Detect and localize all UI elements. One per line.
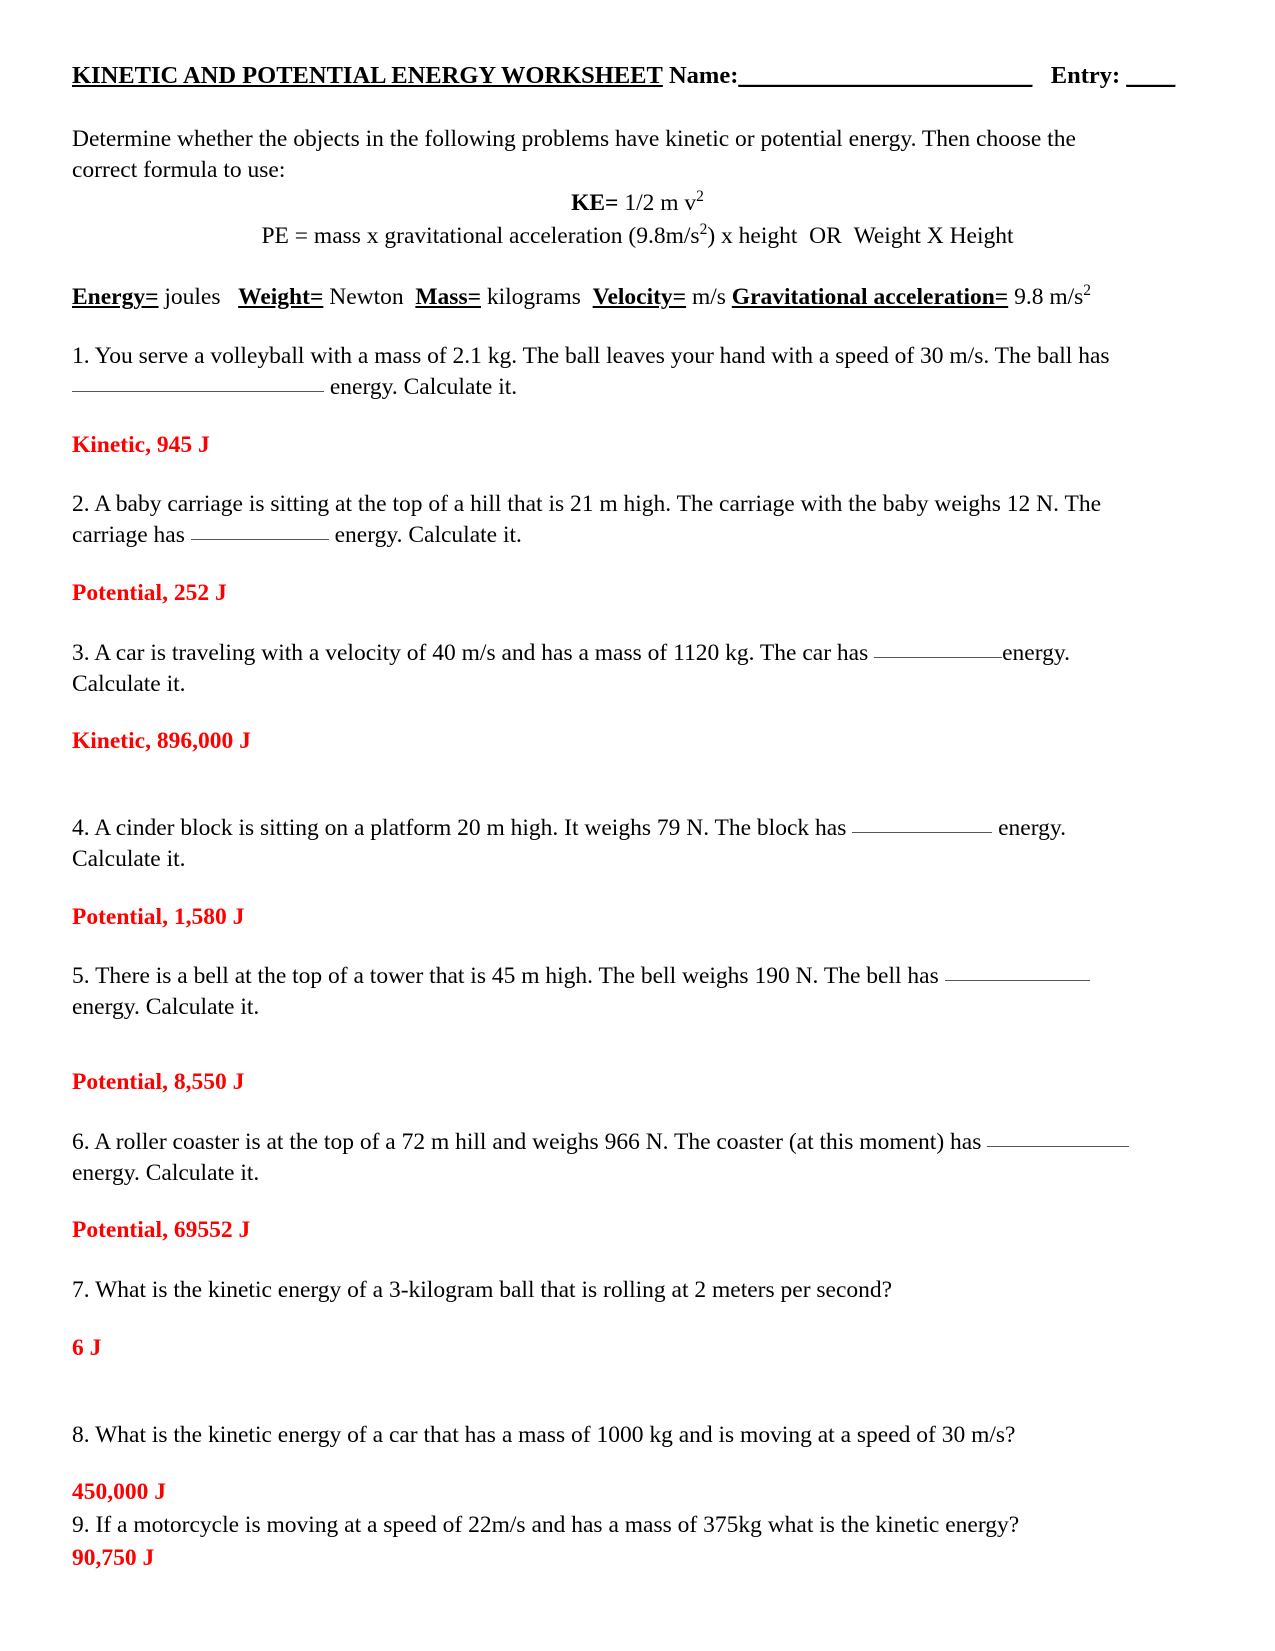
question-8 — [72, 1420, 1147, 1451]
question-6-text-end: energy. Calculate it. — [72, 1159, 260, 1186]
pe-alt-space — [842, 223, 854, 249]
definition-value-gravity: 9.8 m/s — [1014, 283, 1084, 310]
instructions-paragraph: Determine whether the objects in the following problems have kinetic or potential energy. Then choose the correct formula to use: — [72, 126, 1076, 183]
ke-label: KE= — [571, 189, 619, 216]
question-2-number: 2. — [72, 491, 90, 518]
question-3 — [72, 638, 1147, 700]
pe-exponent: 2 — [699, 220, 708, 238]
question-6-text: A roller coaster is at the top of a 72 m hill and weighs 966 N. The coaster (at this moment) has — [94, 1128, 982, 1155]
question-7 — [72, 1275, 1147, 1306]
question-2-text-end: energy. Calculate it. — [334, 522, 522, 549]
entry-label: Entry: — [1050, 62, 1121, 89]
question-5 — [72, 961, 1147, 1023]
answer-8: 450,000 J — [72, 1479, 166, 1506]
formula-potential-energy — [72, 221, 1203, 252]
pe-label: PE — [261, 222, 289, 249]
name-label: Name: — [668, 62, 739, 89]
definition-term-weight: Weight= — [238, 283, 324, 310]
question-2 — [72, 489, 1147, 551]
question-4-text-end: energy. Calculate it. — [72, 815, 1066, 872]
question-4 — [72, 813, 1147, 875]
def-gap-2 — [581, 284, 593, 310]
ke-body: 1/2 m v — [624, 189, 697, 216]
answer-4: Potential, 1,580 J — [72, 903, 245, 930]
answer-6: Potential, 69552 J — [72, 1217, 251, 1244]
question-2-answer-blank[interactable] — [191, 539, 329, 540]
question-6-answer-blank[interactable] — [987, 1146, 1129, 1147]
def-gap-1 — [404, 284, 416, 310]
definition-term-gravity: Gravitational acceleration= — [731, 283, 1009, 310]
answer-2: Potential, 252 J — [72, 579, 227, 606]
def-gap-0 — [221, 284, 239, 310]
answer-9: 90,750 J — [72, 1545, 155, 1572]
question-3-answer-blank[interactable] — [874, 657, 1002, 658]
question-4-answer-blank[interactable] — [852, 832, 992, 833]
question-5-number: 5. — [72, 963, 90, 990]
question-6 — [72, 1127, 1147, 1189]
question-5-answer-blank[interactable] — [945, 980, 1090, 981]
pe-alternative: Weight X Height — [853, 222, 1014, 249]
question-2-text: A baby carriage is sitting at the top of a hill that is 21 m high. The carriage with the baby weighs 12 N. The carriage has — [72, 491, 1102, 549]
question-1-text: You serve a volleyball with a mass of 2.1 kg. The ball leaves your hand with a speed of 30 m/s. The ball has — [94, 343, 1110, 370]
question-7-text: What is the kinetic energy of a 3-kilogram ball that is rolling at 2 meters per second? — [95, 1277, 893, 1304]
question-3-text-end: energy. Calculate it. — [72, 639, 1070, 697]
answer-1: Kinetic, 945 J — [72, 431, 210, 458]
question-1-text-end: energy. Calculate it. — [329, 373, 518, 400]
ke-exponent: 2 — [696, 187, 704, 205]
question-8-number: 8. — [72, 1421, 90, 1448]
answer-5: Potential, 8,550 J — [72, 1069, 245, 1096]
question-7-number: 7. — [72, 1277, 90, 1304]
question-5-text: There is a bell at the top of a tower that is 45 m high. The bell weighs 190 N. The bell has — [95, 963, 939, 990]
page-header — [72, 62, 1203, 90]
question-9-text: If a motorcycle is moving at a speed of 22m/s and has a mass of 375kg what is the kinetic energy? — [95, 1512, 1020, 1539]
answer-7: 6 J — [72, 1334, 102, 1361]
pe-body-second: ) x height — [707, 222, 798, 249]
definition-term-velocity: Velocity= — [592, 283, 687, 310]
question-4-text: A cinder block is sitting on a platform 20 m high. It weighs 79 N. The block has — [94, 815, 847, 842]
formula-kinetic-energy — [72, 188, 1203, 219]
definition-gravity-exponent: 2 — [1083, 281, 1092, 299]
definition-value-velocity: m/s — [691, 283, 726, 310]
pe-or-space — [797, 223, 809, 249]
header-spacer-2 — [1032, 62, 1050, 89]
question-1 — [72, 341, 1147, 403]
page-title: KINETIC AND POTENTIAL ENERGY WORKSHEET — [72, 62, 663, 89]
question-3-text: A car is traveling with a velocity of 40 m/s and has a mass of 1120 kg. The car has — [94, 639, 869, 666]
definitions-line — [72, 282, 1203, 313]
question-5-text-end: energy. Calculate it. — [72, 994, 260, 1021]
or-label: OR — [809, 222, 842, 249]
question-4-number: 4. — [72, 815, 90, 842]
definition-term-mass: Mass= — [415, 283, 481, 310]
question-9 — [72, 1510, 1147, 1541]
definition-value-energy: joules — [164, 283, 221, 310]
answer-3: Kinetic, 896,000 J — [72, 728, 251, 755]
pe-body-first: = mass x gravitational acceleration (9.8m/s — [294, 222, 700, 249]
entry-blank[interactable]: ____ — [1126, 62, 1176, 89]
question-1-number: 1. — [72, 343, 90, 370]
definition-value-mass: kilograms — [486, 283, 581, 310]
name-blank[interactable]: ________________________ — [738, 62, 1033, 89]
definition-term-energy: Energy= — [72, 283, 159, 310]
question-1-answer-blank[interactable] — [72, 391, 324, 392]
question-6-number: 6. — [72, 1128, 90, 1155]
question-9-number: 9. — [72, 1512, 90, 1539]
question-8-text: What is the kinetic energy of a car that has a mass of 1000 kg and is moving at a speed of 30 m/s? — [95, 1421, 1016, 1448]
question-3-number: 3. — [72, 639, 90, 666]
definition-value-weight: Newton — [329, 283, 404, 310]
